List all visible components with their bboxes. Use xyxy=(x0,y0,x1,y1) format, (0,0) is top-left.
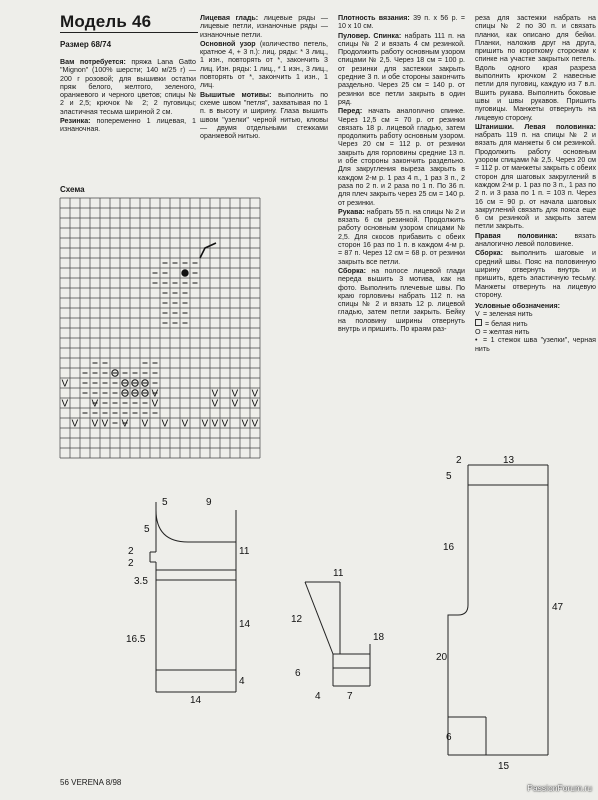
col4-para-0: реза для застежки набрать на спицы № 2 по 30 п. и связать планки, как описано для бейки. Планки, наложив друг на друга, пришить по короткому сторонам к спинке на участке закрытых петель. Вдоль одного края разреза выполнить крючком 2 навесные петли для пуговиц, каждую из 7 в.п. Вшить рукава. Выполнить боковые швы и швы рукавов. Пришить пуговицы. Манжеты отвернуть на лицевую сторону. xyxy=(475,14,596,122)
col3-para-3: Рукава: набрать 55 п. на спицы № 2 и вязать 6 см резинкой. Продолжить работу основным узором спицами № 2,5. Для скосов прибавить с обеих сторон 16 раз по 1 п. в каждом 4-м р. = 87 п. Через 12 см = 68 р. от резинки закрыть все петли. xyxy=(338,207,465,266)
sleeve-dim-right: 18 xyxy=(373,632,385,643)
watermark: PassionForum.ru xyxy=(527,783,592,793)
sleeve-dim-bottom-right: 7 xyxy=(347,691,353,702)
col4-para-2: Правая половинка: вязать аналогично левой половинке. xyxy=(475,231,596,249)
green-stitch-mark: V xyxy=(141,418,149,430)
sleeve-dim-top: 11 xyxy=(333,568,344,579)
sleeve-schematic xyxy=(285,564,385,704)
pants-dim-cuff: 6 xyxy=(446,732,452,743)
col2-para-2: Вышитые мотивы: выполнить по схеме швом "петля", захватывая по 1 п. в высоту и ширину. Глаза вышить швом "узелки" черной нитью, клювы — двумя отдельными стежками оранжевой нитью. xyxy=(200,90,328,141)
green-stitch-mark: V xyxy=(231,398,239,410)
col3-para-2: Перед: начать аналогично спинке. Через 12,5 см = 70 р. от резинки связать 18 р. лицевой гладью, затем продолжить работу основным узором. Через 20 см = 112 р. от резинки закрыть для горловины средние 13 п. и обе стороны закончить раздельно. Для закругления выреза закрыть в каждом 2-м р. 1 раз 4 п., 1 раз 3 п., 2 раза по 2 п. и 2 раза по 1 п. По 36 п. для плеч закрыть через 25 см = 140 р. от резинки. xyxy=(338,107,465,207)
pants-dim-upper: 16 xyxy=(443,542,455,553)
back-dim-top-left: 5 xyxy=(162,497,168,508)
col3-para-4: Сборка: на полосе лицевой глади переда вышить 3 мотива, как на фото. Выполнить плечевые швы. По краю горловины набрать 112 п. на спицы № 2 и вязать 12 р. лицевой гладью, затем петли закрыть. Бейку на половину ширины отвернуть внутрь и пришить. По краям раз- xyxy=(338,266,465,333)
pants-dim-top-left: 2 xyxy=(456,455,462,466)
embroidery-scheme xyxy=(60,198,260,458)
green-stitch-mark: V xyxy=(121,418,129,430)
back-dim-mid: 3.5 xyxy=(134,576,148,587)
column-2 xyxy=(200,14,328,141)
back-dim-right: 11 xyxy=(239,546,250,557)
green-stitch-mark: V xyxy=(231,388,239,400)
green-stitch-mark: V xyxy=(251,398,259,410)
col4-para-1: Штанишки. Левая половинка: набрать 119 п. на спицы № 2 и вязать для манжеты 6 см резинкой. Продолжить работу основным узором спицами № 2,5. Через 20 см = 112 р. от манжеты закрыть с обеих сторон для шаговых закруглений в каждом 2-м р. 1 раз по 3 п., 1 раз по 2 п. и 3 раза по 1 п. = 103 п. Через 16 см = 90 р. от начала шаговых закруглений связать для пояса еще 6 см резинкой и закрыть затем петли закрыть. xyxy=(475,122,596,231)
size-label: Размер 68/74 xyxy=(60,40,112,49)
back-dim-slit-a: 2 xyxy=(128,546,134,557)
green-stitch-mark: V xyxy=(211,398,219,410)
green-stitch-mark: V xyxy=(61,398,69,410)
back-dim-slit-b: 2 xyxy=(128,558,134,569)
pants-dim-bottom: 15 xyxy=(498,761,510,772)
legend-item-green: V = зеленая нить xyxy=(475,310,533,319)
back-dim-main-right: 14 xyxy=(239,619,251,630)
pants-dim-top-right: 13 xyxy=(503,455,515,466)
scheme-label: Схема xyxy=(60,185,85,194)
green-stitch-mark: V xyxy=(101,418,109,430)
col2-para-0: Лицевая гладь: лицевые ряды — лицевые петли, изнаночные ряды — изнаночные петли. xyxy=(200,14,328,39)
green-stitch-mark: V xyxy=(161,418,169,430)
back-dim-bottom: 14 xyxy=(190,695,202,706)
legend xyxy=(475,302,596,353)
green-stitch-mark: V xyxy=(151,388,159,400)
col3-para-1: Пуловер. Спинка: набрать 111 п. на спицы № 2 и вязать 4 см резинкой. Продолжить работу основным узором спицами № 2,5. Через 18 см = 100 р. от резинки для застежки закрыть средние 3 п. и обе стороны закончить раздельно. Через 25 см = 140 р. от резинки все петли закрыть в один ряд. xyxy=(338,31,465,106)
legend-title: Условные обозначения: xyxy=(475,302,561,311)
knot-stitch-mark xyxy=(182,270,188,276)
green-stitch-mark: V xyxy=(181,418,189,430)
pants-dim-total: 47 xyxy=(552,602,564,613)
pants-dim-leg: 20 xyxy=(436,652,448,663)
green-stitch-mark: V xyxy=(91,418,99,430)
back-dim-top-right: 9 xyxy=(206,497,212,508)
page-footer: 56 VERENA 8/98 xyxy=(60,778,122,787)
page-title: Модель 46 xyxy=(60,12,152,31)
back-dim-neck: 5 xyxy=(144,524,150,535)
col3-para-0: Плотность вязания: 39 п. х 56 р. = 10 х 10 см. xyxy=(338,14,465,31)
col1-para-0: Вам потребуется: пряжа Lana Gatto "Mignon" (100% шерсти; 140 м/25 г) — 200 г розовой; для вышивки остатки пряж белого, желтого, зеленого, оранжевого и черного цветов; спицы № 2 и 2,5; крючок № 2; 2 пуговицы; эластичная тесьма шириной 2 см. xyxy=(60,58,196,116)
green-stitch-mark: V xyxy=(251,388,259,400)
column-4 xyxy=(475,14,596,353)
column-1 xyxy=(60,58,196,135)
green-stitch-mark: V xyxy=(251,418,259,430)
column-3 xyxy=(338,14,465,334)
green-stitch-mark: V xyxy=(151,398,159,410)
green-stitch-mark: V xyxy=(211,418,219,430)
green-stitch-mark: V xyxy=(221,418,229,430)
pants-dim-waist: 5 xyxy=(446,471,452,482)
col1-para-1: Резинка: попеременно 1 лицевая, 1 изнаночная. xyxy=(60,117,196,134)
sleeve-dim-bottom-left: 4 xyxy=(315,691,321,702)
beak-stitch-mark xyxy=(200,243,216,258)
sleeve-dim-cuff: 6 xyxy=(295,668,301,679)
col4-para-3: Сборка: выполнить шаговые и средний швы. Пояс на половинную ширину отвернуть внутрь и пришить, вдеть эластичную тесьму. Манжеты отвернуть на лицевую сторону. xyxy=(475,249,596,299)
green-stitch-mark: V xyxy=(211,388,219,400)
legend-item-knot: • = 1 стежок шва "узелки", черная нить xyxy=(475,336,596,353)
back-dim-band: 4 xyxy=(239,676,245,687)
sleeve-dim-left: 12 xyxy=(291,614,303,625)
back-schematic xyxy=(118,492,278,707)
green-stitch-mark: V xyxy=(241,418,249,430)
back-dim-main-left: 16.5 xyxy=(126,634,146,645)
pants-schematic xyxy=(438,455,588,775)
green-stitch-mark: V xyxy=(61,378,69,390)
green-stitch-mark: V xyxy=(201,418,209,430)
title-rule xyxy=(60,32,198,33)
green-stitch-mark: V xyxy=(91,398,99,410)
legend-item-white: = белая нить xyxy=(475,319,596,328)
green-stitch-mark: V xyxy=(71,418,79,430)
legend-item-yellow: O = желтая нить xyxy=(475,327,530,336)
col2-para-1: Основной узор (количество петель, кратное 4, + 3 п.): лиц. ряды: * 3 лиц., 1 изн., повторять от *, закончить 3 лиц. Изн. ряды: 1 лиц., * 1 изн., 3 лиц., повторять от *, закончить 1 изн., 1 лиц. xyxy=(200,39,328,90)
